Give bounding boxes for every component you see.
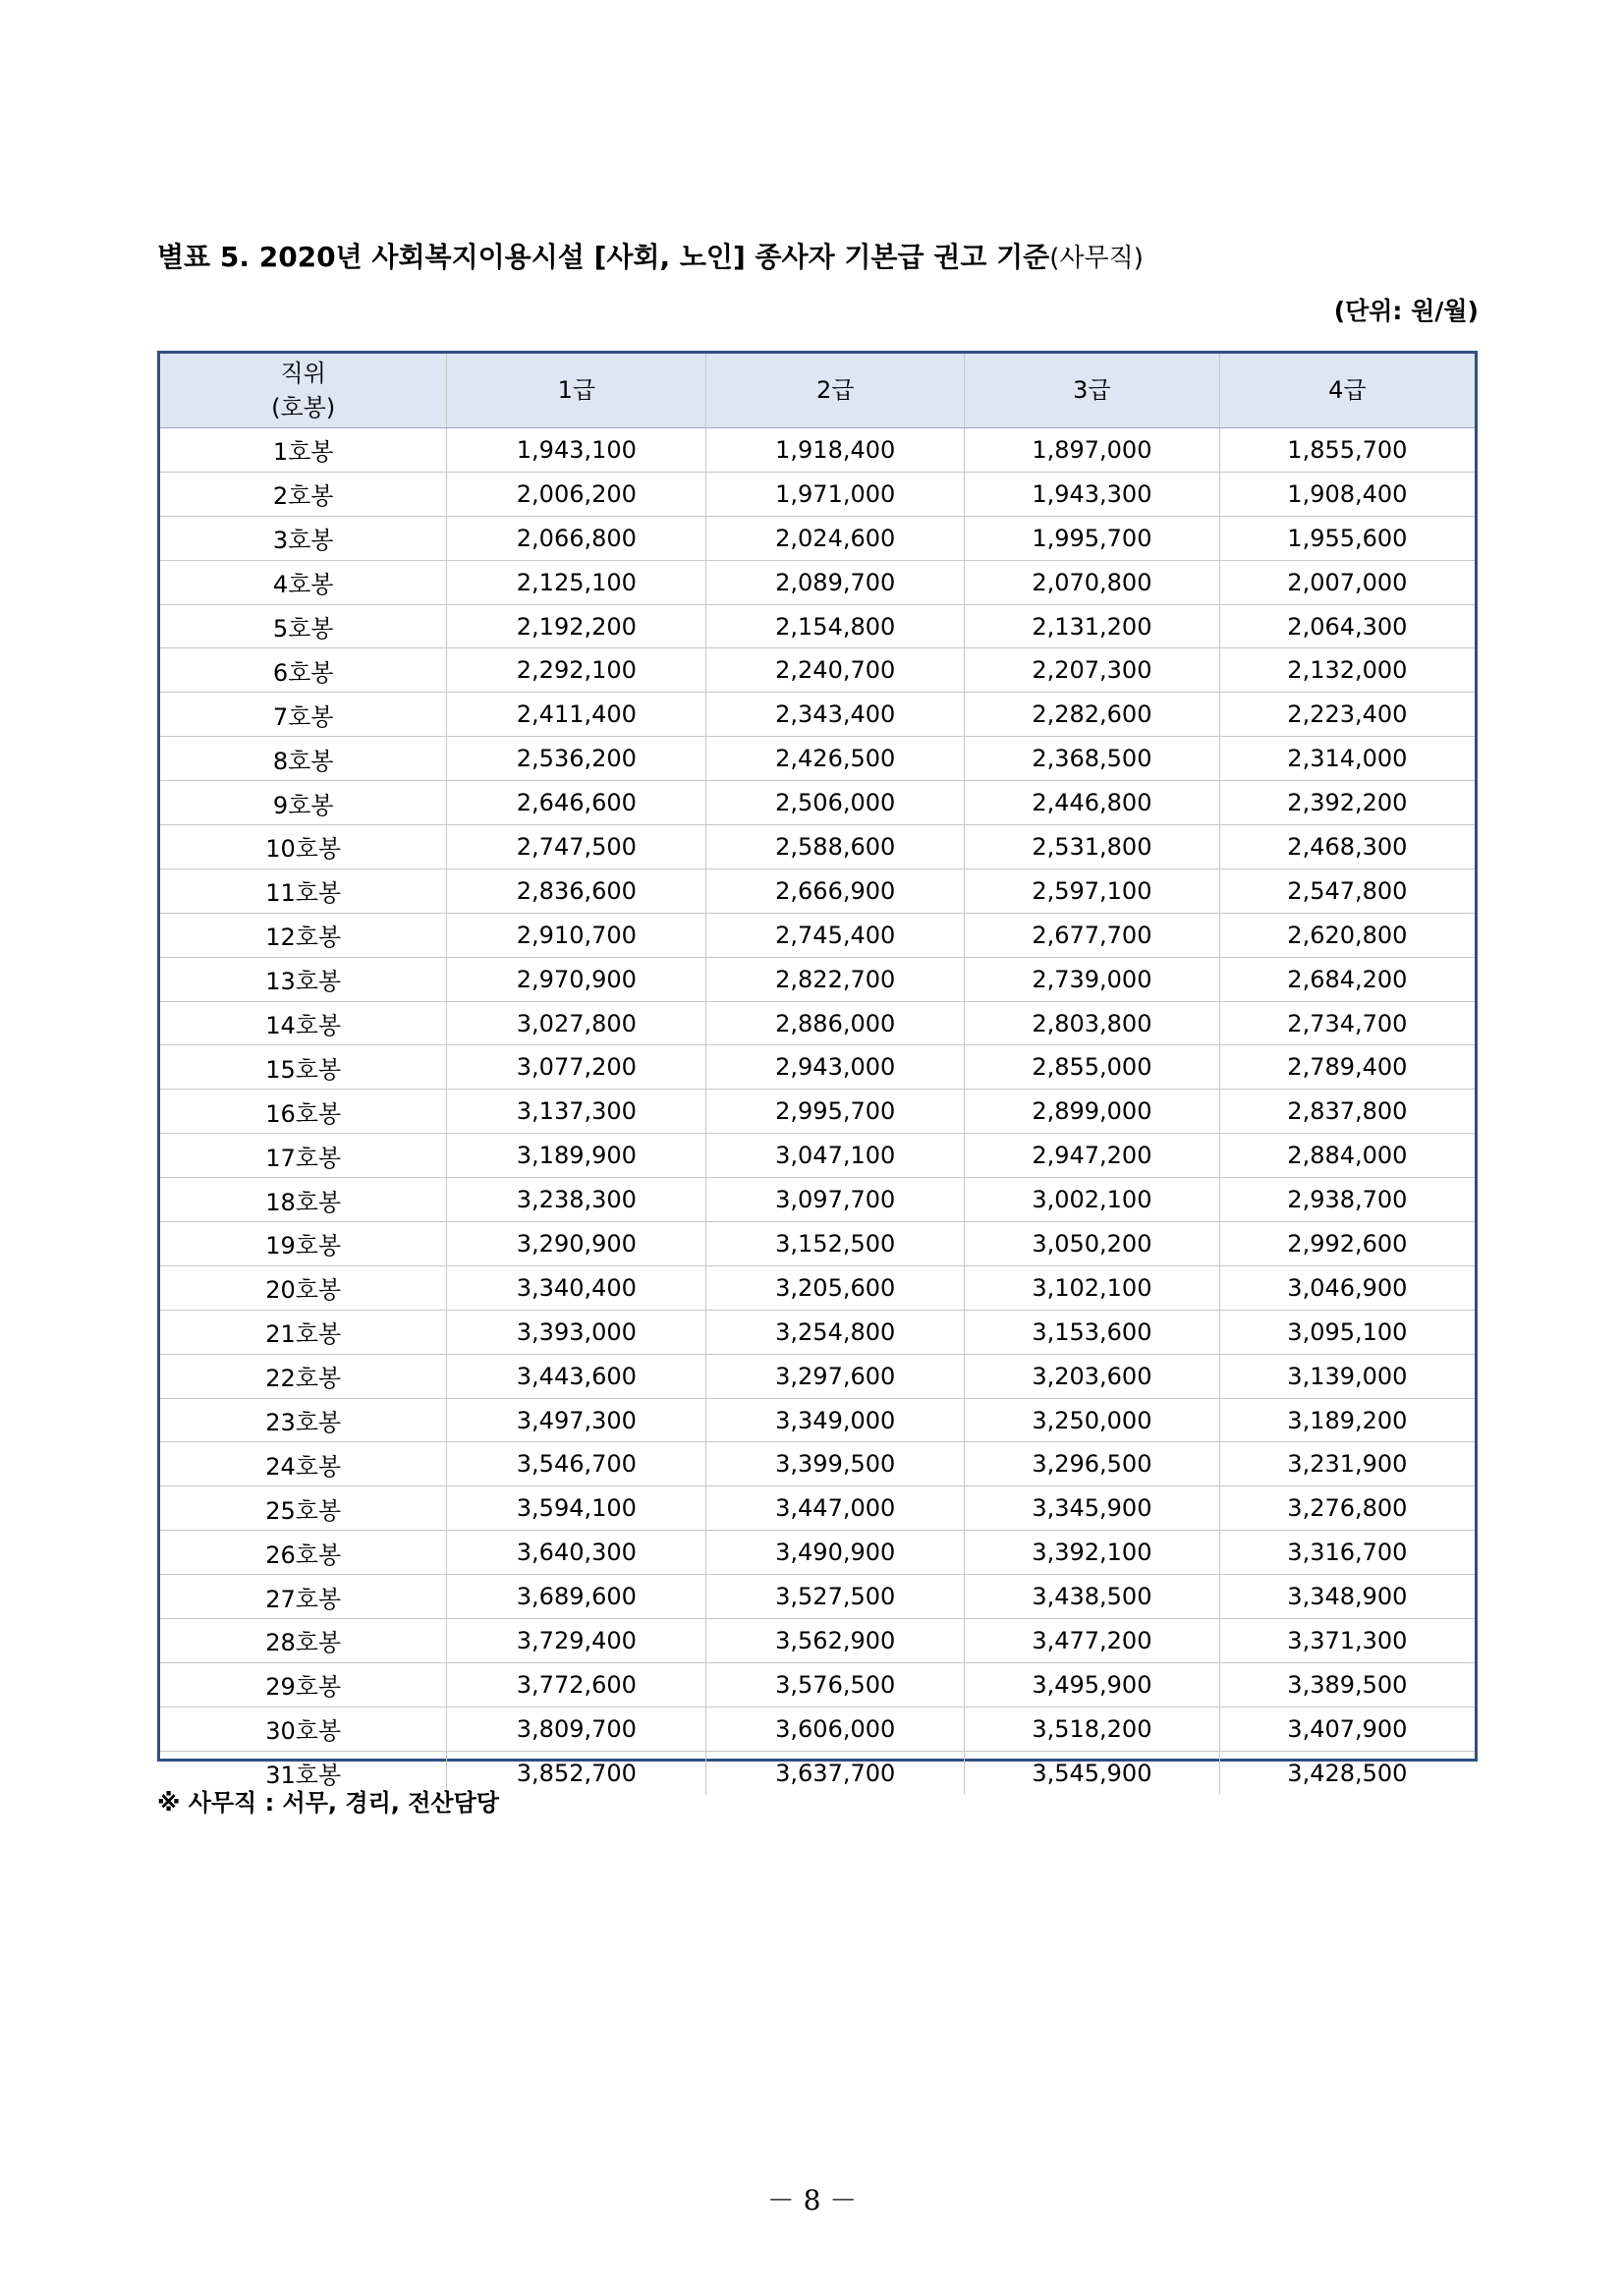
table-row (160, 560, 1475, 604)
step-cell: 22호봉 (160, 1354, 447, 1398)
table-row (160, 648, 1475, 693)
salary-cell: 3,576,500 (706, 1662, 965, 1707)
salary-cell: 3,097,700 (706, 1178, 965, 1222)
step-cell: 26호봉 (160, 1531, 447, 1575)
table-row (160, 472, 1475, 516)
step-cell: 11호봉 (160, 868, 447, 913)
salary-cell: 3,495,900 (965, 1662, 1220, 1707)
salary-cell: 2,747,500 (447, 825, 706, 869)
step-cell: 29호봉 (160, 1662, 447, 1707)
step-cell: 28호봉 (160, 1619, 447, 1663)
salary-cell: 3,027,800 (447, 1001, 706, 1045)
salary-cell: 2,154,800 (706, 604, 965, 648)
step-cell: 6호봉 (160, 648, 447, 693)
salary-cell: 3,345,900 (965, 1486, 1220, 1531)
salary-cell: 2,125,100 (447, 560, 706, 604)
salary-cell: 2,886,000 (706, 1001, 965, 1045)
step-cell: 19호봉 (160, 1222, 447, 1266)
salary-cell: 2,426,500 (706, 737, 965, 781)
table-row (160, 737, 1475, 781)
step-cell: 23호봉 (160, 1398, 447, 1442)
step-cell: 12호봉 (160, 913, 447, 957)
salary-cell: 3,407,900 (1219, 1707, 1475, 1751)
table-row (160, 604, 1475, 648)
salary-cell: 3,340,400 (447, 1265, 706, 1310)
table-row (160, 868, 1475, 913)
salary-cell: 3,205,600 (706, 1265, 965, 1310)
salary-table-container (157, 351, 1478, 1790)
table-row (160, 781, 1475, 825)
salary-cell: 2,506,000 (706, 781, 965, 825)
salary-cell: 3,497,300 (447, 1398, 706, 1442)
salary-cell: 3,189,900 (447, 1134, 706, 1178)
title-sub: (사무직) (1049, 244, 1144, 273)
salary-cell: 3,189,200 (1219, 1398, 1475, 1442)
footnote: ※ 사무직 : 서무, 경리, 전산담당 (157, 1789, 499, 1817)
salary-cell: 3,296,500 (965, 1442, 1220, 1486)
salary-cell: 3,316,700 (1219, 1531, 1475, 1575)
salary-cell: 2,240,700 (706, 648, 965, 693)
page-number: － 8 － (766, 2184, 858, 2216)
salary-cell: 3,077,200 (447, 1045, 706, 1090)
salary-cell: 2,646,600 (447, 781, 706, 825)
table-row (160, 1707, 1475, 1751)
salary-cell: 3,137,300 (447, 1090, 706, 1134)
salary-cell: 3,238,300 (447, 1178, 706, 1222)
table-row (160, 1619, 1475, 1663)
salary-cell: 3,637,700 (706, 1751, 965, 1794)
step-cell: 8호봉 (160, 737, 447, 781)
salary-cell: 2,597,100 (965, 868, 1220, 913)
table-row (160, 1001, 1475, 1045)
salary-cell: 2,207,300 (965, 648, 1220, 693)
step-cell: 16호봉 (160, 1090, 447, 1134)
salary-cell: 2,192,200 (447, 604, 706, 648)
salary-cell: 3,371,300 (1219, 1619, 1475, 1663)
step-cell: 24호봉 (160, 1442, 447, 1486)
salary-cell: 2,837,800 (1219, 1090, 1475, 1134)
salary-cell: 2,938,700 (1219, 1178, 1475, 1222)
table-row (160, 1531, 1475, 1575)
salary-cell: 2,006,200 (447, 472, 706, 516)
salary-cell: 2,007,000 (1219, 560, 1475, 604)
salary-cell: 3,231,900 (1219, 1442, 1475, 1486)
table-row (160, 1398, 1475, 1442)
salary-cell: 3,689,600 (447, 1575, 706, 1619)
salary-cell: 2,536,200 (447, 737, 706, 781)
salary-cell: 3,545,900 (965, 1751, 1220, 1794)
salary-cell: 1,971,000 (706, 472, 965, 516)
salary-table (160, 354, 1475, 1795)
salary-cell: 2,739,000 (965, 957, 1220, 1001)
salary-cell: 3,399,500 (706, 1442, 965, 1486)
salary-cell: 2,666,900 (706, 868, 965, 913)
title-main: 별표 5. 2020년 사회복지이용시설 [사회, 노인] 종사자 기본급 권고 기준 (157, 241, 1050, 273)
salary-cell: 2,132,000 (1219, 648, 1475, 693)
step-cell: 30호봉 (160, 1707, 447, 1751)
table-row (160, 428, 1475, 473)
salary-cell: 3,562,900 (706, 1619, 965, 1663)
salary-cell: 2,855,000 (965, 1045, 1220, 1090)
salary-cell: 2,064,300 (1219, 604, 1475, 648)
step-cell: 5호봉 (160, 604, 447, 648)
salary-cell: 2,314,000 (1219, 737, 1475, 781)
step-cell: 2호봉 (160, 472, 447, 516)
salary-cell: 3,254,800 (706, 1310, 965, 1354)
salary-cell: 3,438,500 (965, 1575, 1220, 1619)
salary-cell: 1,908,400 (1219, 472, 1475, 516)
salary-cell: 2,089,700 (706, 560, 965, 604)
salary-cell: 3,389,500 (1219, 1662, 1475, 1707)
salary-cell: 2,547,800 (1219, 868, 1475, 913)
step-cell: 25호봉 (160, 1486, 447, 1531)
table-row (160, 957, 1475, 1001)
salary-cell: 3,102,100 (965, 1265, 1220, 1310)
header-row (160, 354, 1475, 428)
salary-cell: 3,729,400 (447, 1619, 706, 1663)
salary-cell: 3,443,600 (447, 1354, 706, 1398)
table-row (160, 1134, 1475, 1178)
salary-cell: 2,734,700 (1219, 1001, 1475, 1045)
salary-cell: 2,677,700 (965, 913, 1220, 957)
salary-cell: 3,349,000 (706, 1398, 965, 1442)
step-cell: 3호봉 (160, 516, 447, 560)
salary-cell: 3,772,600 (447, 1662, 706, 1707)
salary-cell: 2,947,200 (965, 1134, 1220, 1178)
step-cell: 1호봉 (160, 428, 447, 473)
header-grade-3: 3급 (965, 354, 1220, 428)
table-row (160, 1045, 1475, 1090)
step-cell: 10호봉 (160, 825, 447, 869)
header-grade-1: 1급 (447, 354, 706, 428)
step-cell: 18호봉 (160, 1178, 447, 1222)
salary-cell: 2,531,800 (965, 825, 1220, 869)
step-cell: 15호봉 (160, 1045, 447, 1090)
salary-cell: 1,955,600 (1219, 516, 1475, 560)
step-cell: 21호봉 (160, 1310, 447, 1354)
salary-cell: 3,527,500 (706, 1575, 965, 1619)
step-cell: 20호봉 (160, 1265, 447, 1310)
salary-cell: 3,490,900 (706, 1531, 965, 1575)
table-row (160, 1178, 1475, 1222)
table-row (160, 1090, 1475, 1134)
salary-cell: 1,943,100 (447, 428, 706, 473)
salary-cell: 2,446,800 (965, 781, 1220, 825)
salary-cell: 2,468,300 (1219, 825, 1475, 869)
table-row (160, 1662, 1475, 1707)
salary-cell: 2,368,500 (965, 737, 1220, 781)
header-grade-2: 2급 (706, 354, 965, 428)
salary-cell: 3,203,600 (965, 1354, 1220, 1398)
salary-cell: 2,899,000 (965, 1090, 1220, 1134)
salary-cell: 3,640,300 (447, 1531, 706, 1575)
table-body (160, 428, 1475, 1795)
salary-cell: 3,546,700 (447, 1442, 706, 1486)
salary-cell: 2,343,400 (706, 693, 965, 737)
salary-cell: 2,992,600 (1219, 1222, 1475, 1266)
salary-cell: 2,620,800 (1219, 913, 1475, 957)
salary-cell: 3,852,700 (447, 1751, 706, 1794)
table-row (160, 516, 1475, 560)
salary-cell: 3,606,000 (706, 1707, 965, 1751)
table-row (160, 1354, 1475, 1398)
salary-cell: 3,428,500 (1219, 1751, 1475, 1794)
table-row (160, 913, 1475, 957)
step-cell: 4호봉 (160, 560, 447, 604)
salary-cell: 2,684,200 (1219, 957, 1475, 1001)
salary-cell: 2,066,800 (447, 516, 706, 560)
salary-cell: 2,131,200 (965, 604, 1220, 648)
salary-cell: 1,943,300 (965, 472, 1220, 516)
salary-cell: 3,276,800 (1219, 1486, 1475, 1531)
salary-cell: 2,292,100 (447, 648, 706, 693)
header-position-line2: (호봉) (271, 393, 336, 421)
salary-cell: 3,297,600 (706, 1354, 965, 1398)
salary-cell: 3,392,100 (965, 1531, 1220, 1575)
salary-cell: 3,153,600 (965, 1310, 1220, 1354)
step-cell: 9호봉 (160, 781, 447, 825)
step-cell: 13호봉 (160, 957, 447, 1001)
table-row (160, 1265, 1475, 1310)
salary-cell: 2,884,000 (1219, 1134, 1475, 1178)
salary-cell: 3,477,200 (965, 1619, 1220, 1663)
salary-cell: 1,918,400 (706, 428, 965, 473)
salary-cell: 3,447,000 (706, 1486, 965, 1531)
salary-cell: 3,139,000 (1219, 1354, 1475, 1398)
step-cell: 14호봉 (160, 1001, 447, 1045)
salary-cell: 3,348,900 (1219, 1575, 1475, 1619)
salary-cell: 2,070,800 (965, 560, 1220, 604)
salary-cell: 3,290,900 (447, 1222, 706, 1266)
step-cell: 27호봉 (160, 1575, 447, 1619)
table-row (160, 1575, 1475, 1619)
table-row (160, 693, 1475, 737)
step-cell: 31호봉 (160, 1751, 447, 1794)
step-cell: 7호봉 (160, 693, 447, 737)
salary-cell: 3,046,900 (1219, 1265, 1475, 1310)
salary-cell: 3,809,700 (447, 1707, 706, 1751)
salary-cell: 2,995,700 (706, 1090, 965, 1134)
salary-cell: 1,995,700 (965, 516, 1220, 560)
header-position-line1: 직위 (280, 359, 326, 387)
salary-cell: 2,822,700 (706, 957, 965, 1001)
unit-label: (단위: 원/월) (1333, 297, 1479, 325)
salary-cell: 1,855,700 (1219, 428, 1475, 473)
salary-cell: 3,047,100 (706, 1134, 965, 1178)
salary-cell: 2,745,400 (706, 913, 965, 957)
salary-cell: 2,970,900 (447, 957, 706, 1001)
salary-cell: 3,250,000 (965, 1398, 1220, 1442)
salary-cell: 3,152,500 (706, 1222, 965, 1266)
table-row (160, 1222, 1475, 1266)
header-position (160, 354, 447, 428)
salary-cell: 2,789,400 (1219, 1045, 1475, 1090)
salary-cell: 2,803,800 (965, 1001, 1220, 1045)
salary-cell: 2,223,400 (1219, 693, 1475, 737)
table-row (160, 1310, 1475, 1354)
salary-cell: 2,943,000 (706, 1045, 965, 1090)
salary-cell: 1,897,000 (965, 428, 1220, 473)
salary-cell: 2,910,700 (447, 913, 706, 957)
salary-cell: 3,050,200 (965, 1222, 1220, 1266)
salary-cell: 2,836,600 (447, 868, 706, 913)
step-cell: 17호봉 (160, 1134, 447, 1178)
table-row (160, 1486, 1475, 1531)
salary-cell: 3,393,000 (447, 1310, 706, 1354)
salary-cell: 2,588,600 (706, 825, 965, 869)
salary-cell: 3,518,200 (965, 1707, 1220, 1751)
salary-cell: 3,594,100 (447, 1486, 706, 1531)
salary-cell: 3,002,100 (965, 1178, 1220, 1222)
table-row (160, 1442, 1475, 1486)
salary-cell: 2,024,600 (706, 516, 965, 560)
salary-cell: 3,095,100 (1219, 1310, 1475, 1354)
table-row (160, 825, 1475, 869)
salary-cell: 2,411,400 (447, 693, 706, 737)
document-title (157, 236, 1144, 275)
salary-cell: 2,282,600 (965, 693, 1220, 737)
salary-cell: 2,392,200 (1219, 781, 1475, 825)
header-grade-4: 4급 (1219, 354, 1475, 428)
